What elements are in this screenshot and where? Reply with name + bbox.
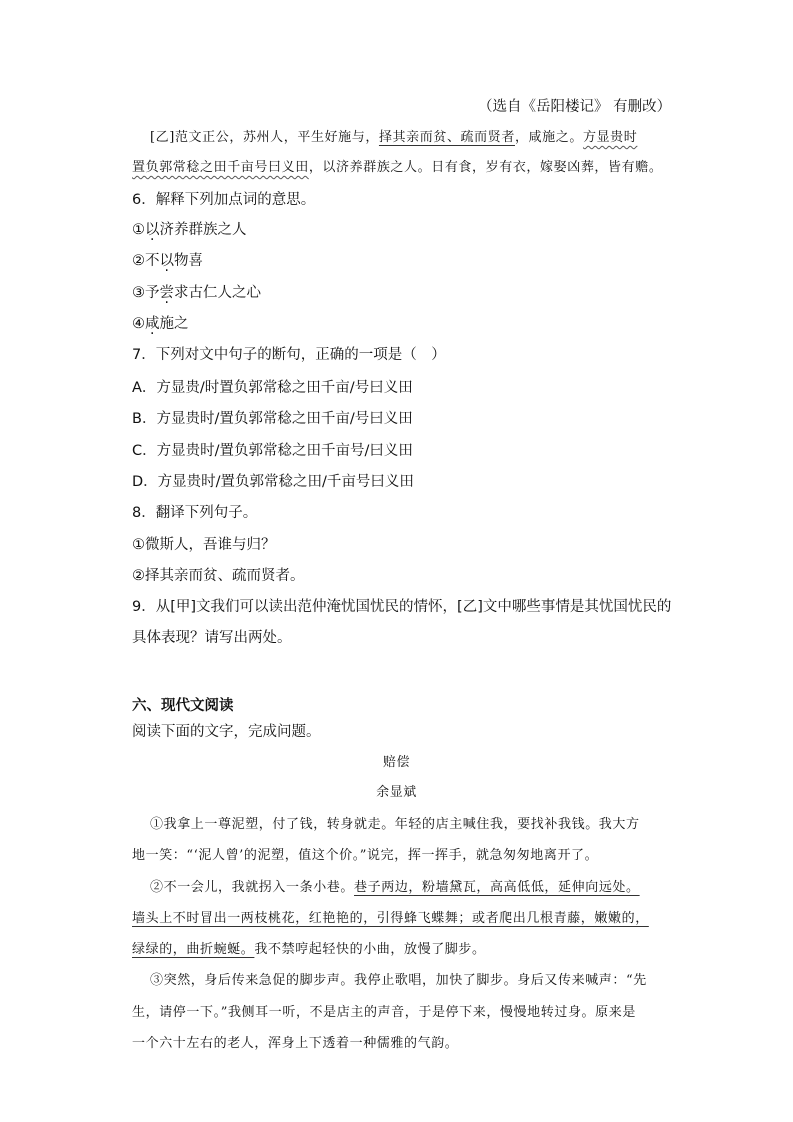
dotted-word: 以 [145,222,160,238]
question-8-title: 8．翻译下列句子。 [132,505,258,521]
underlined-sentence: 绿绿的，曲折蜿蜒。 [132,942,255,957]
question-6-item [132,282,261,304]
question-8-item: ①微斯人，吾谁与归？ [132,537,276,553]
dotted-word: 尝 [159,285,174,301]
item-number: ③ [132,285,145,301]
item-number: ② [132,253,145,269]
source-note: （选自《岳阳楼记》 有删改） [478,99,672,115]
paragraph-1-line-2: 地一笑：“‘泥人曾’的泥塑，值这个价。”说完，挥一挥手，就急匆匆地离开了。 [132,848,599,863]
question-7-title: 7．下列对文中句子的断句，正确的一项是（ ） [132,347,446,363]
underlined-sentence: 墙头上不时冒出一两枝桃花，红艳艳的，引得蜂飞蝶舞；或者爬出几根青藤，嫩嫩的， [132,911,649,926]
paragraph-3-line-2: 生，请停一下。”我侧耳一听，不是店主的声音，于是停下来，慢慢地转过身。原来是 [132,1005,636,1020]
paragraph-3-line-1: ③突然，身后传来急促的脚步声。我停止歌唱，加快了脚步。身后又传来喊声：“先 [150,973,647,988]
question-7-option-d: D．方显贵时/置负郭常稔之田/千亩号曰义田 [132,474,414,490]
section-heading: 六、现代文阅读 [132,698,234,714]
item-text: 施之 [159,316,189,332]
yi-passage-line-2 [132,157,662,179]
yi-text: ，以济养群族之人。日有食，岁有衣，嫁娶凶葬，皆有赡。 [308,160,663,175]
item-text: 予 [145,285,160,301]
underlined-sentence: 巷子两边，粉墙黛瓦，高高低低，延伸向远处。 [354,880,640,895]
item-number: ① [132,222,145,238]
article-title: 赔偿 [382,755,411,770]
paragraph-1-line-1: ①我拿上一尊泥塑，付了钱，转身就走。年轻的店主喊住我，要找补我钱。我大方 [150,817,640,832]
paragraph-2-line-1 [150,877,640,899]
paragraph-text: 我不禁哼起轻快的小曲，放慢了脚步。 [254,942,486,957]
question-6-title: 6．解释下列加点词的意思。 [132,192,316,208]
paragraph-2-line-3 [132,939,486,961]
question-7-option-b: B．方显贵时/置负郭常稔之田千亩/号曰义田 [132,411,413,427]
question-6-item [132,250,203,272]
item-number: ④ [132,316,145,332]
yi-text: [乙]范文正公，苏州人，平生好施与， [150,130,379,145]
yi-passage-line-1 [150,127,637,149]
question-9-line-1: 9．从[甲]文我们可以读出范仲淹忧国忧民的情怀，[乙]文中哪些事情是其忧国忧民的 [132,599,672,615]
paragraph-text: ②不一会儿，我就拐入一条小巷。 [150,880,355,895]
dotted-word: 咸 [145,316,160,332]
section-instruction: 阅读下面的文字，完成问题。 [132,724,321,740]
question-7-option-c: C．方显贵时/置负郭常稔之田千亩号/曰义田 [132,443,413,459]
paragraph-2-line-2 [132,908,649,930]
item-text: 求古仁人之心 [174,285,261,301]
question-7-option-a: A．方显贵/时置负郭常稔之田千亩/号曰义田 [132,380,413,396]
wavy-underlined-phrase: 方显贵时 [582,130,638,145]
question-6-item [132,313,189,335]
question-8-item: ②择其亲而贫、疏而贤者。 [132,568,305,584]
underlined-phrase: 择其亲而贫、疏而贤者 [378,130,515,145]
article-author: 余显斌 [376,785,417,800]
paragraph-3-line-3: 一个六十左右的老人，浑身上下透着一种儒雅的气韵。 [132,1036,459,1051]
item-text: 物喜 [174,253,203,269]
dotted-word: 以 [159,253,174,269]
wavy-underlined-phrase: 置负郭常稔之田千亩号曰义田 [132,160,309,175]
question-6-item [132,219,247,241]
item-text: 不 [145,253,160,269]
yi-text: ，咸施之。 [514,130,583,145]
question-9-line-2: 具体表现？请写出两处。 [132,630,292,646]
item-text: 济养群族之人 [159,222,247,238]
